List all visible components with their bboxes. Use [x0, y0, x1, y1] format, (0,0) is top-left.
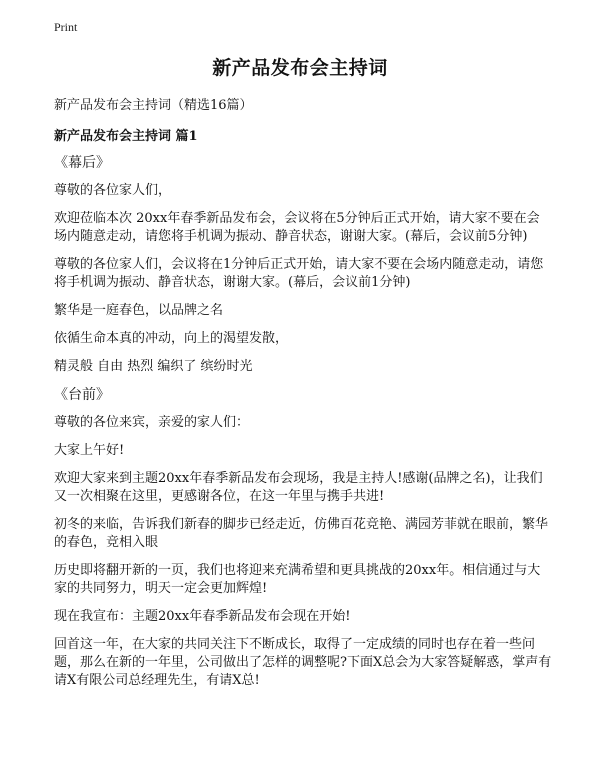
paragraph: 初冬的来临，告诉我们新春的脚步已经走近，仿佛百花竞艳、满园芳菲就在眼前，繁华的春色，竞相入眼	[54, 517, 549, 550]
paragraph: 《幕后》	[54, 155, 110, 171]
paragraph: 大家上午好!	[54, 443, 125, 458]
paragraph: 尊敬的各位家人们，	[54, 183, 172, 198]
paragraph: 回首这一年，在大家的共同关注下不断成长，取得了一定成绩的同时也存在着一些问题，那么在新的一年里，公司做出了怎样的调整呢?下面X总会为大家答疑解惑，掌声有请X有限公司总经理先生，有请X总!	[54, 637, 552, 688]
paragraph: 现在我宣布：主题20xx年春季新品发布会现在开始!	[54, 609, 351, 624]
paragraph: 历史即将翻开新的一页，我们也将迎来充满希望和更具挑战的20xx年。相信通过与大家的共同努力，明天一定会更加辉煌!	[54, 563, 541, 596]
document-subtitle: 新产品发布会主持词（精选16篇）	[54, 98, 253, 113]
paragraph: 依循生命本真的冲动，向上的渴望发散，	[54, 331, 289, 346]
section-heading: 新产品发布会主持词 篇1	[54, 129, 198, 144]
paragraph: 欢迎大家来到主题20xx年春季新品发布会现场，我是主持人!感谢(品牌之名)，让我们又一次相聚在这里，更感谢各位，在这一年里与携手共进!	[54, 471, 543, 504]
document-title: 新产品发布会主持词	[212, 57, 388, 79]
document-body	[54, 154, 552, 700]
paragraph: 尊敬的各位来宾，亲爱的家人们：	[54, 415, 250, 430]
print-link[interactable]: Print	[54, 20, 78, 34]
paragraph: 精灵般 自由 热烈 编织了 缤纷时光	[54, 359, 253, 374]
paragraph: 《台前》	[54, 387, 110, 403]
paragraph: 尊敬的各位家人们，会议将在1分钟后正式开始，请大家不要在会场内随意走动，请您将手机调为振动、静音状态，谢谢大家。(幕后，会议前1分钟)	[54, 257, 544, 290]
paragraph: 繁华是一庭春色，以品牌之名	[54, 303, 224, 318]
paragraph: 欢迎莅临本次 20xx年春季新品发布会，会议将在5分钟后正式开始，请大家不要在会场内随意走动，请您将手机调为振动、静音状态，谢谢大家。(幕后，会议前5分钟)	[54, 211, 540, 244]
